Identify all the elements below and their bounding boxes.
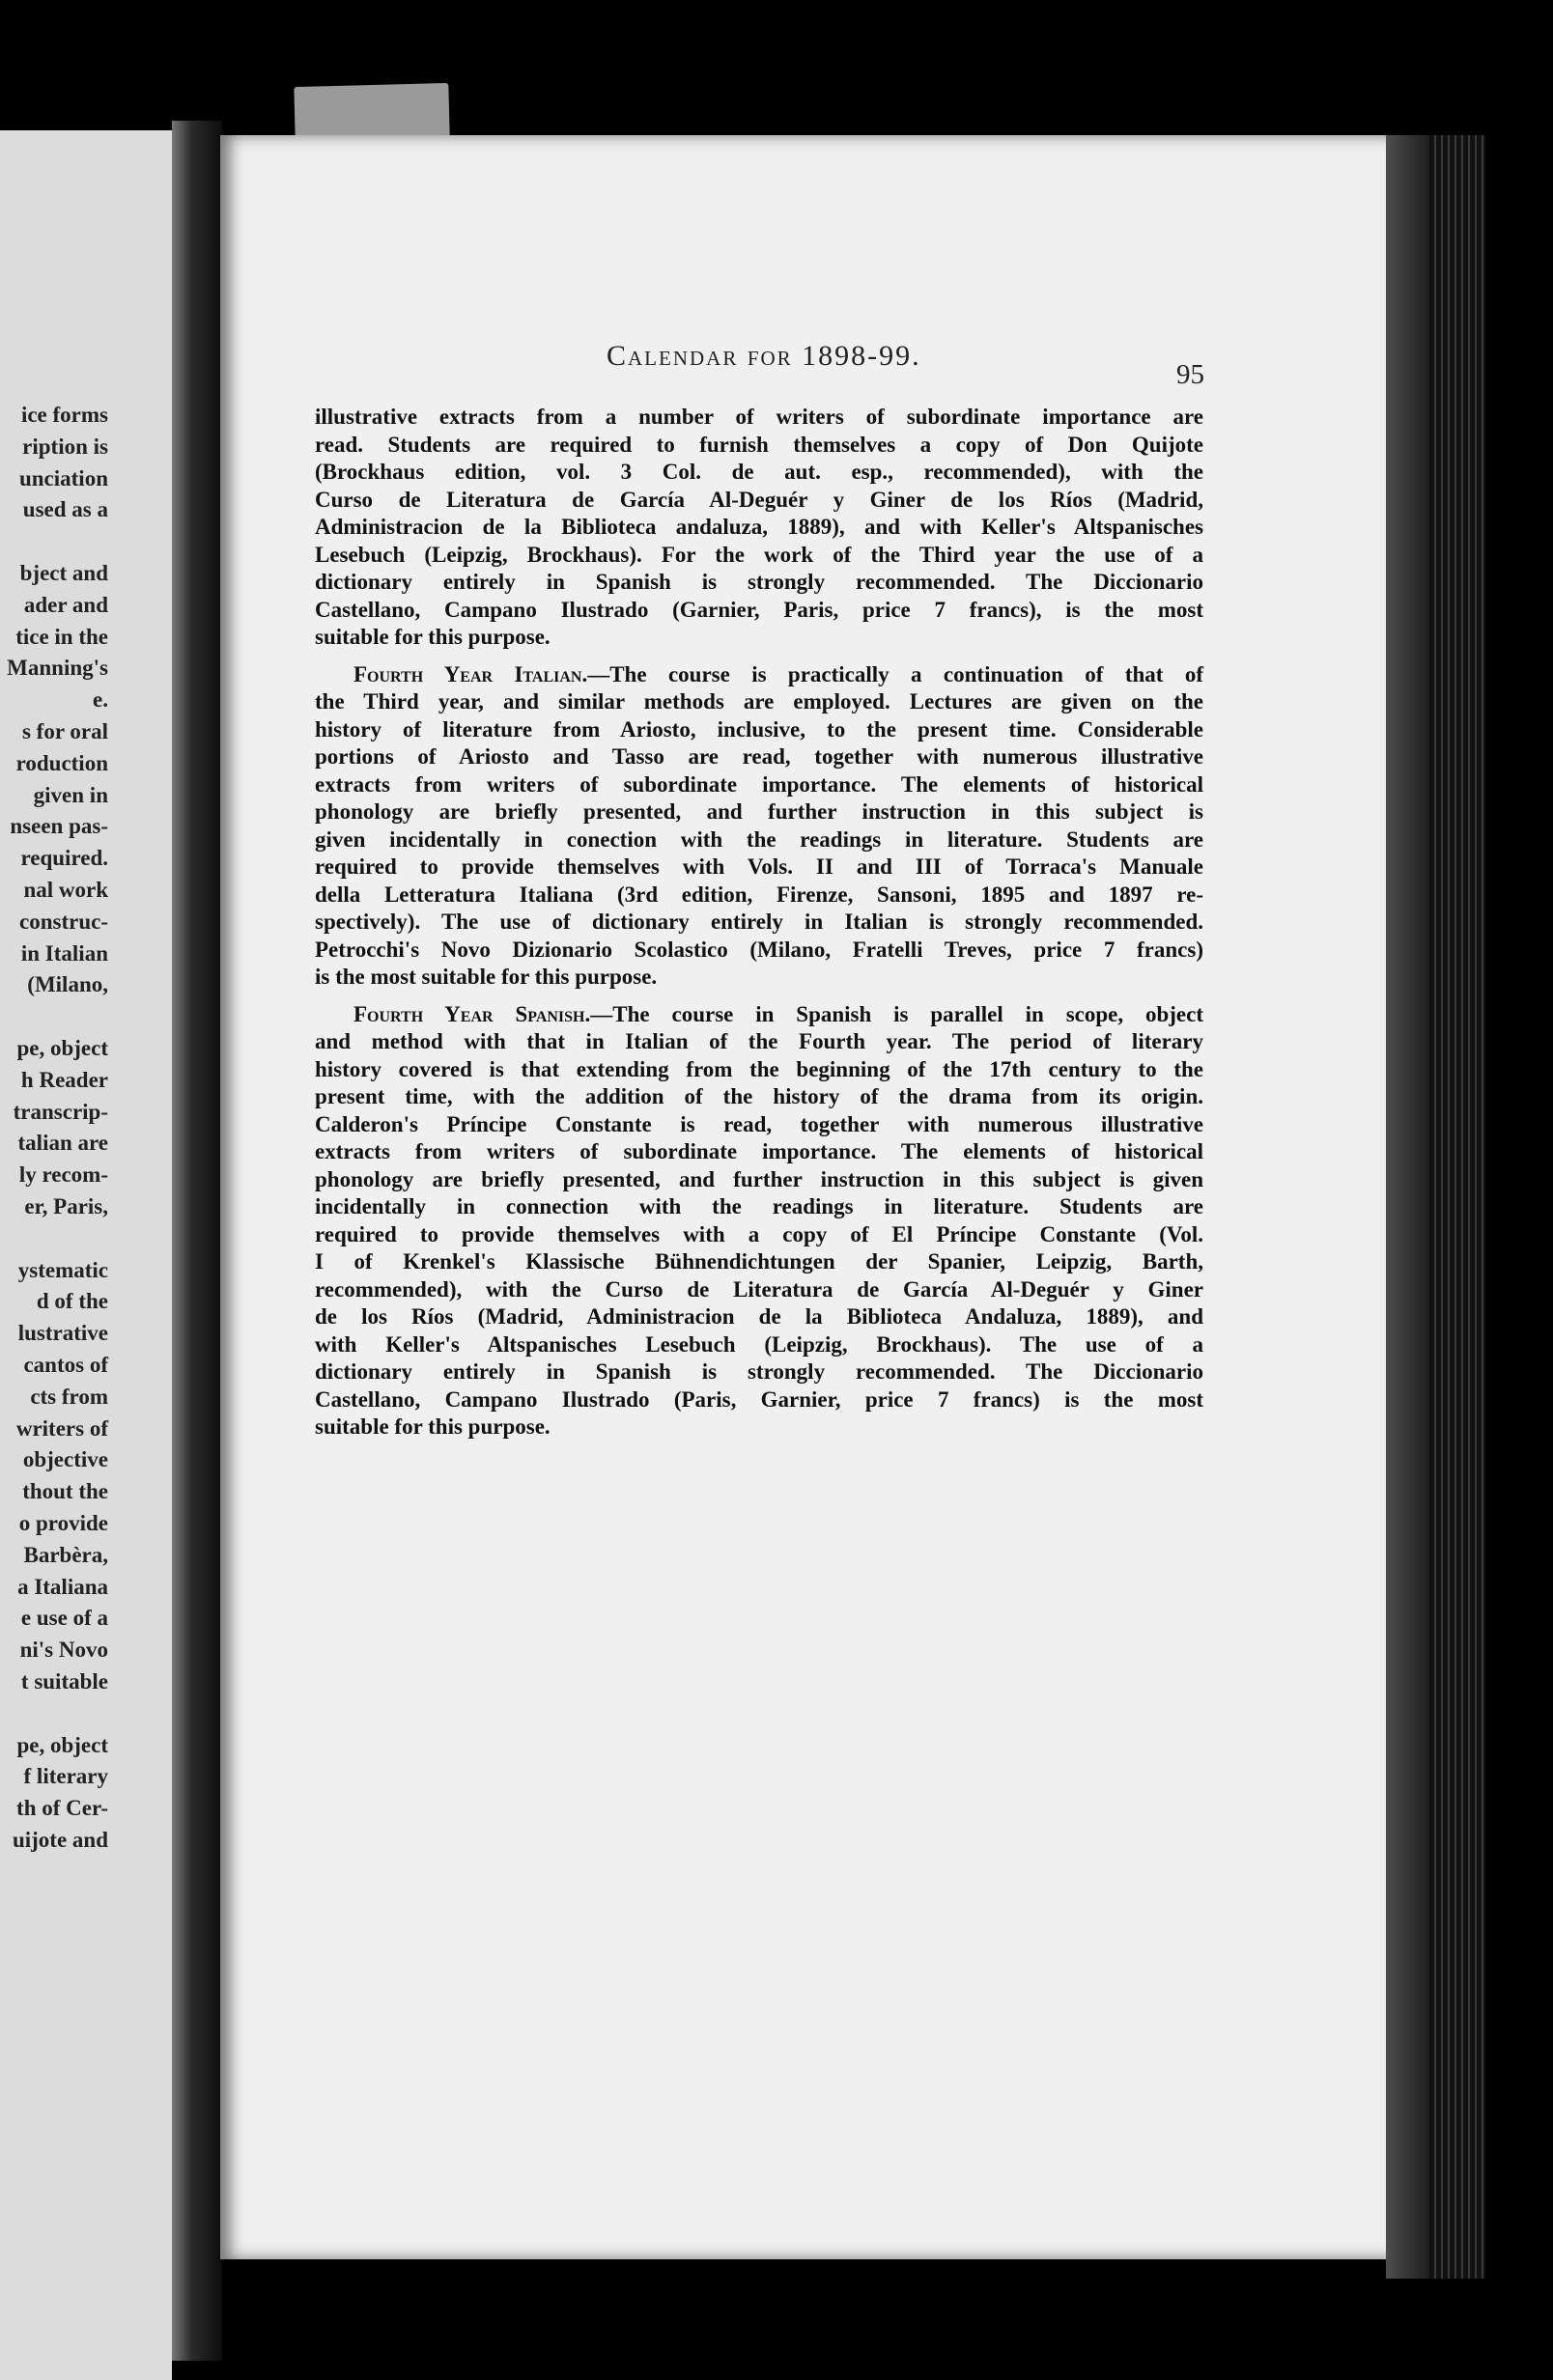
left-page-line: e use of a <box>20 1606 108 1631</box>
page-edge <box>1386 135 1429 2279</box>
left-page-line: pe, object <box>16 1732 108 1757</box>
left-page-line: ly recom- <box>18 1162 108 1188</box>
left-page-line: talian are <box>17 1131 108 1156</box>
left-page-line: thout the <box>22 1479 108 1504</box>
text-line: history of literature from Ariosto, inclusive, to the present time. Considerable <box>315 716 1203 742</box>
text-line: I of Krenkel's Klassische Bühnendichtungen der Spanier, Leipzig, Barth, <box>315 1249 1203 1274</box>
left-page-line: uijote and <box>12 1828 108 1852</box>
text-line: suitable for this purpose. <box>315 625 551 649</box>
left-page-line: cantos of <box>23 1353 108 1377</box>
page-edge-stripes <box>1429 135 1485 2279</box>
left-page-line: required. <box>20 846 108 871</box>
left-page-line: transcrip- <box>13 1099 108 1124</box>
text-line: Curso de Literatura de García Al-Deguér y Giner de los Ríos (Madrid, <box>315 487 1203 512</box>
text-line: della Letteratura Italiana (3rd edition, Firenze, Sansoni, 1895 and 1897 re- <box>315 882 1203 907</box>
left-page-line: e. <box>93 687 108 713</box>
text-line: spectively). The use of dictionary entirely in Italian is strongly recommended. <box>315 910 1203 934</box>
left-page <box>0 130 172 2380</box>
left-page-line: o provide <box>18 1511 108 1535</box>
left-page-line: construc- <box>19 909 108 934</box>
left-page-line: nal work <box>23 878 108 902</box>
left-page-line: t suitable <box>20 1669 108 1694</box>
text-line: Calderon's Príncipe Constante is read, together with numerous illustrative <box>315 1111 1203 1136</box>
text-run: —The course is practically a continuation of that of <box>587 661 1203 686</box>
left-page-line: bject and <box>19 561 108 585</box>
left-page-line: ription is <box>22 434 108 459</box>
text-line: read. Students are required to furnish themselves a copy of Don Quijote <box>315 432 1203 457</box>
section-heading: Fourth Year Spanish. <box>353 1001 591 1026</box>
text-line: recommended), with the Curso de Literatura de García Al-Deguér y Giner <box>315 1276 1203 1302</box>
running-header: Calendar for 1898-99. <box>607 340 921 372</box>
text-line: given incidentally in conection with the readings in literature. Students are <box>315 826 1203 852</box>
text-line: with Keller's Altspanisches Lesebuch (Leipzig, Brockhaus). The use of a <box>315 1331 1203 1357</box>
text-line: (Brockhaus edition, vol. 3 Col. de aut. esp., recommended), with the <box>315 460 1203 484</box>
text-line <box>353 1001 1203 1028</box>
text-line: required to provide themselves with Vols. II and III of Torraca's Manuale <box>315 854 1203 879</box>
text-line: phonology are briefly presented, and further instruction in this subject is given <box>315 1166 1203 1191</box>
left-page-line: s for oral <box>21 719 108 743</box>
left-page-line: Manning's <box>7 656 108 681</box>
text-line: present time, with the addition of the history of the drama from its origin. <box>315 1084 1203 1108</box>
section-heading: Fourth Year Italian. <box>353 661 588 686</box>
text-line: history covered is that extending from the beginning of the 17th century to the <box>315 1056 1203 1081</box>
page-tab <box>294 83 449 139</box>
text-line: dictionary entirely in Spanish is strongly recommended. The Diccionario <box>315 570 1203 594</box>
text-line: illustrative extracts from a number of writers of subordinate importance are <box>315 405 1203 429</box>
left-page-line: ystematic <box>17 1257 108 1282</box>
book-gutter <box>172 121 222 2361</box>
left-page-line: (Milano, <box>27 972 108 997</box>
text-line: Castellano, Campano Ilustrado (Garnier, Paris, price 7 francs), is the most <box>315 597 1203 622</box>
text-line: extracts from writers of subordinate importance. The elements of historical <box>315 1139 1203 1163</box>
left-page-line: d of the <box>36 1289 108 1314</box>
text-line: de los Ríos (Madrid, Administracion de la Biblioteca Andaluza, 1889), and <box>315 1304 1203 1329</box>
left-page-line: th of Cer- <box>16 1796 108 1821</box>
left-page-line: nseen pas- <box>10 814 108 839</box>
text-line: required to provide themselves with a copy of El Príncipe Constante (Vol. <box>315 1221 1203 1246</box>
page-number: 95 <box>1176 359 1204 390</box>
left-page-line: a Italiana <box>17 1574 108 1599</box>
left-page-line: ice forms <box>20 403 108 427</box>
text-line: dictionary entirely in Spanish is strongly recommended. The Diccionario <box>315 1359 1203 1384</box>
left-page-line: ni's Novo <box>19 1638 108 1663</box>
left-page-line: Barbèra, <box>23 1542 108 1567</box>
text-line: incidentally in connection with the readings in literature. Students are <box>315 1194 1203 1218</box>
left-page-line: lustrative <box>17 1321 108 1346</box>
text-line: suitable for this purpose. <box>315 1414 551 1439</box>
left-page-line: tice in the <box>15 624 108 649</box>
text-line: phonology are briefly presented, and further instruction in this subject is <box>315 799 1203 824</box>
text-line: Lesebuch (Leipzig, Brockhaus). For the work of the Third year the use of a <box>315 542 1203 567</box>
text-line: Petrocchi's Novo Dizionario Scolastico (Milano, Fratelli Treves, price 7 francs) <box>315 937 1203 962</box>
left-page-line: unciation <box>18 465 108 490</box>
text-line: Administracion de la Biblioteca andaluza, 1889), and with Keller's Altspanisches <box>315 515 1203 539</box>
left-page-line: f literary <box>23 1764 108 1789</box>
text-line: extracts from writers of subordinate importance. The elements of historical <box>315 771 1203 797</box>
text-line <box>353 661 1203 688</box>
left-page-line: roduction <box>15 750 108 775</box>
text-line: the Third year, and similar methods are employed. Lectures are given on the <box>315 689 1203 714</box>
text-line: portions of Ariosto and Tasso are read, together with numerous illustrative <box>315 744 1203 769</box>
left-page-line: writers of <box>15 1415 108 1441</box>
left-page-line: objective <box>22 1447 108 1472</box>
text-line: Castellano, Campano Ilustrado (Paris, Garnier, price 7 francs) is the most <box>315 1386 1203 1412</box>
left-page-line: used as a <box>22 497 108 522</box>
left-page-line: h Reader <box>20 1067 108 1092</box>
text-line: is the most suitable for this purpose. <box>315 965 658 989</box>
left-page-line: ader and <box>23 592 108 617</box>
left-page-line: cts from <box>30 1384 108 1409</box>
left-page-line: in Italian <box>20 940 108 966</box>
text-line: and method with that in Italian of the Fourth year. The period of literary <box>315 1029 1203 1053</box>
left-page-line: pe, object <box>16 1036 108 1060</box>
left-page-line: er, Paris, <box>24 1194 108 1218</box>
left-page-line: given in <box>33 782 108 807</box>
text-run: —The course in Spanish is parallel in scope, object <box>590 1001 1203 1026</box>
